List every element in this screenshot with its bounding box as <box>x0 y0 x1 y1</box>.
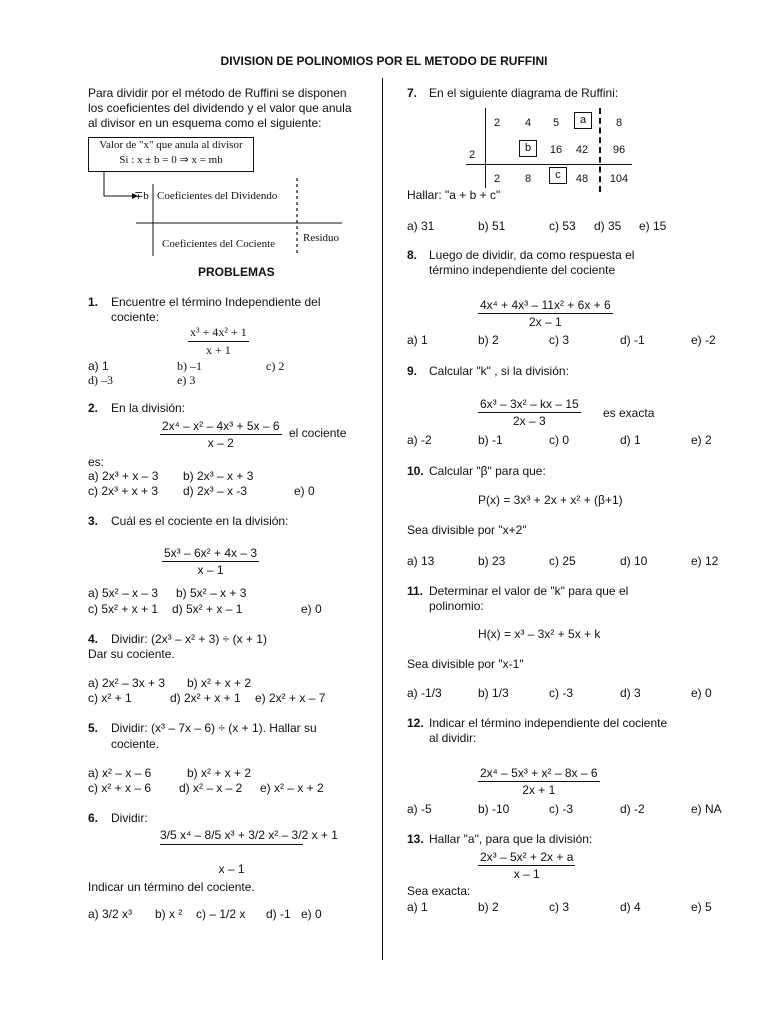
answer-option: c) 3 <box>549 333 570 347</box>
problem-number: 3. <box>88 514 99 528</box>
scheme-box-line: Valor de "x" que anula al divisor <box>99 139 243 151</box>
ruffini-dashed-line <box>599 108 601 192</box>
ruffini-cell: 16 <box>549 144 563 156</box>
expression-denominator: 2x – 3 <box>513 414 546 428</box>
intro-line: Para dividir por el método de Ruffini se disponen <box>88 86 347 100</box>
answer-option: b) 51 <box>478 219 506 233</box>
expression <box>188 325 249 358</box>
expression <box>160 419 282 450</box>
answer-option: e) 5 <box>691 900 712 914</box>
answer-option: a) 1 <box>88 359 109 373</box>
answer-option: b) x ² <box>155 907 183 921</box>
answer-option: d) -2 <box>620 802 645 816</box>
answer-option: d) 35 <box>594 219 622 233</box>
answer-option: c) x² + 1 <box>88 691 132 705</box>
answer-option: e) 2 <box>691 433 712 447</box>
answer-option: a) -1/3 <box>407 686 442 700</box>
problem-text-line: Luego de dividir, da como respuesta el <box>429 248 635 262</box>
expression-denominator: x – 1 <box>197 563 224 577</box>
problem-number: 5. <box>88 721 99 735</box>
answer-option: a) 2x² – 3x + 3 <box>88 676 166 690</box>
problem-number: 10. <box>407 464 424 478</box>
answer-option: b) 23 <box>478 554 506 568</box>
answer-option: d) 1 <box>620 433 641 447</box>
expression <box>478 397 581 428</box>
ruffini-cell: 104 <box>609 173 629 185</box>
problem-text: es: <box>88 455 105 469</box>
answer-option: c) – 1/2 x <box>196 907 246 921</box>
scheme-residuo: Residuo <box>303 232 340 244</box>
answer-option: e) 3 <box>177 373 196 387</box>
answer-option: a) x² – x – 6 <box>88 766 152 780</box>
problem-text: Sea divisible por "x-1" <box>407 657 524 671</box>
answer-option: c) 0 <box>549 433 570 447</box>
ruffini-cell: 96 <box>612 144 626 156</box>
problem-number: 4. <box>88 632 99 646</box>
answer-option: a) 2x³ + x – 3 <box>88 469 159 483</box>
answer-option: a) 1 <box>407 900 428 914</box>
answer-option: c) x² + x – 6 <box>88 781 152 795</box>
scheme-coef-cociente: Coeficientes del Cociente <box>162 238 276 250</box>
answer-option: d) 2x² + x + 1 <box>170 691 241 705</box>
problem-number: 6. <box>88 811 99 825</box>
problem-number: 9. <box>407 364 418 378</box>
scheme-sign: ∓b <box>134 190 149 202</box>
expression <box>478 298 613 329</box>
answer-option: b) 2 <box>478 333 499 347</box>
problem-number: 11. <box>407 584 424 598</box>
answer-option: d) 10 <box>620 554 648 568</box>
ruffini-unknown-c: c <box>549 167 567 184</box>
problem-text-line: al dividir: <box>429 731 477 745</box>
ruffini-cell: 42 <box>575 144 589 156</box>
answer-option: e) 0 <box>301 907 322 921</box>
answer-option: e) 0 <box>301 602 322 616</box>
problems-heading: PROBLEMAS <box>198 265 275 279</box>
problem-text <box>429 584 628 614</box>
problem-text: Hallar: "a + b + c" <box>407 188 501 202</box>
problem-text: cociente. <box>111 737 160 751</box>
answer-option: d) 4 <box>620 900 641 914</box>
answer-option: c) 53 <box>549 219 576 233</box>
ruffini-cell: 48 <box>575 173 589 185</box>
expression-denominator: x – 1 <box>513 867 540 881</box>
answer-option: e) 0 <box>691 686 712 700</box>
answer-option: e) NA <box>691 802 722 816</box>
answer-option: e) -2 <box>691 333 716 347</box>
problem-text: es exacta <box>603 406 655 420</box>
answer-option: d) -1 <box>266 907 291 921</box>
answer-option: e) 0 <box>294 484 315 498</box>
problem-text: Calcular "k" , si la división: <box>429 364 569 378</box>
ruffini-cell: 8 <box>615 117 623 129</box>
answer-option: e) x² – x + 2 <box>260 781 324 795</box>
ruffini-horizontal-line <box>466 164 632 165</box>
answer-option: b) -10 <box>478 802 510 816</box>
answer-option: c) -3 <box>549 686 573 700</box>
ruffini-cell: 4 <box>524 117 532 129</box>
expression: H(x) = x³ – 3x² + 5x + k <box>478 627 601 641</box>
expression-numerator: x³ + 4x² + 1 <box>188 325 249 342</box>
answer-option: a) 5x² – x – 3 <box>88 586 159 600</box>
intro-line: al divisor en un esquema como el siguiente: <box>88 116 322 130</box>
problem-text: el cociente <box>289 426 347 440</box>
problem-text-line: Indicar el término independiente del cociente <box>429 716 668 730</box>
answer-option: d) 2x³ – x -3 <box>183 484 248 498</box>
ruffini-cell: 5 <box>552 117 560 129</box>
ruffini-cell: 2 <box>493 117 501 129</box>
problem-text-line: término independiente del cociente <box>429 263 616 277</box>
expression-denominator: x – 1 <box>218 862 245 876</box>
problem-text-line: polinomio: <box>429 599 484 613</box>
expression-numerator: 2x⁴ – x² – 4x³ + 5x – 6 <box>162 419 280 433</box>
expression-numerator: 6x³ – 3x² – kx – 15 <box>480 397 579 411</box>
answer-option: b) 2x³ – x + 3 <box>183 469 254 483</box>
answer-option: e) 12 <box>691 554 719 568</box>
problem-number: 7. <box>407 86 418 100</box>
answer-option: a) 31 <box>407 219 435 233</box>
expression-numerator: 4x⁴ + 4x³ – 11x² + 6x + 6 <box>480 298 611 312</box>
ruffini-cell: 8 <box>524 173 532 185</box>
answer-option: e) 15 <box>639 219 667 233</box>
problem-text: Dividir: (2x³ – x² + 3) ÷ (x + 1) <box>111 632 267 646</box>
intro-line: los coeficientes del dividendo y el valor que anula <box>88 101 352 115</box>
answer-option: b) 2 <box>478 900 499 914</box>
problem-text-line: Encuentre el término Independiente del <box>111 295 321 309</box>
expression-denominator: 2x – 1 <box>528 315 562 329</box>
problem-text <box>429 716 667 746</box>
answer-option: b) –1 <box>177 359 202 373</box>
problem-text: Calcular "β" para que: <box>429 464 546 478</box>
expression <box>162 546 259 577</box>
page-title: DIVISION DE POLINOMIOS POR EL METODO DE RUFFINI <box>220 54 548 68</box>
problem-text: Dar su cociente. <box>88 647 175 661</box>
answer-option: c) 2x³ + x + 3 <box>88 484 159 498</box>
answer-option: a) 1 <box>407 333 428 347</box>
problem-number: 2. <box>88 401 99 415</box>
expression <box>478 850 575 881</box>
expression-numerator: 5x³ – 6x² + 4x – 3 <box>164 546 258 560</box>
expression-denominator: 2x + 1 <box>522 783 556 797</box>
problem-text: En la división: <box>111 401 186 415</box>
problem-number: 8. <box>407 248 418 262</box>
answer-option: d) –3 <box>88 373 113 387</box>
answer-option: b) 5x² – x + 3 <box>176 586 247 600</box>
answer-option: c) 25 <box>549 554 576 568</box>
answer-option: e) 2x² + x – 7 <box>255 691 326 705</box>
answer-option: a) 13 <box>407 554 435 568</box>
answer-option: c) 3 <box>549 900 570 914</box>
answer-option: d) 5x² + x – 1 <box>172 602 243 616</box>
problem-text: Indicar un término del cociente. <box>88 880 255 894</box>
answer-option: c) 2 <box>266 359 285 373</box>
answer-option: c) 5x² + x + 1 <box>88 602 159 616</box>
ruffini-cell: 2 <box>493 173 501 185</box>
problem-number: 13. <box>407 832 424 846</box>
answer-option: b) x² + x + 2 <box>187 676 252 690</box>
expression <box>478 766 600 797</box>
problem-text: Sea exacta: <box>407 884 471 898</box>
problem-text-line: Determinar el valor de "k" para que el <box>429 584 629 598</box>
problem-text-line: cociente: <box>111 310 160 324</box>
answer-option: a) -5 <box>407 802 432 816</box>
expression-denominator: x + 1 <box>205 343 231 357</box>
expression-numerator: 2x³ – 5x² + 2x + a <box>480 850 574 864</box>
scheme-coef-dividendo: Coeficientes del Dividendo <box>157 190 278 202</box>
problem-text <box>429 248 634 278</box>
problem-number: 12. <box>407 716 424 730</box>
answer-option: d) -1 <box>620 333 645 347</box>
problem-text: Dividir: <box>111 811 148 825</box>
scheme-box-line: Si : x ± b = 0 ⇒ x = mb <box>119 154 223 166</box>
answer-option: d) x² – x – 2 <box>179 781 243 795</box>
problem-text: Dividir: (x³ – 7x – 6) ÷ (x + 1). Hallar su <box>111 721 317 735</box>
answer-option: a) -2 <box>407 433 432 447</box>
answer-option: b) x² + x + 2 <box>187 766 252 780</box>
ruffini-unknown-b: b <box>519 140 537 157</box>
ruffini-divisor: 2 <box>468 149 476 161</box>
problem-text: Hallar "a", para que la división: <box>429 832 593 846</box>
ruffini-diagram <box>0 0 768 200</box>
problem-text: En el siguiente diagrama de Ruffini: <box>429 86 619 100</box>
problem-number: 1. <box>88 295 99 309</box>
expression-numerator: 3/5 x⁴ – 8/5 x³ + 3/2 x² – 3/2 x + 1 <box>160 828 303 845</box>
answer-option: d) 3 <box>620 686 641 700</box>
expression-numerator: 2x⁴ – 5x³ + x² – 8x – 6 <box>480 766 598 780</box>
problem-text <box>111 295 361 325</box>
answer-option: a) 3/2 x³ <box>88 907 133 921</box>
problem-text: Sea divisible por "x+2" <box>407 523 527 537</box>
expression: P(x) = 3x³ + 2x + x² + (β+1) <box>478 493 623 507</box>
problem-text: Cuál es el cociente en la división: <box>111 514 289 528</box>
answer-option: c) -3 <box>549 802 573 816</box>
answer-option: b) -1 <box>478 433 503 447</box>
answer-option: b) 1/3 <box>478 686 509 700</box>
expression-denominator: x – 2 <box>207 436 234 450</box>
ruffini-unknown-a: a <box>574 112 592 129</box>
